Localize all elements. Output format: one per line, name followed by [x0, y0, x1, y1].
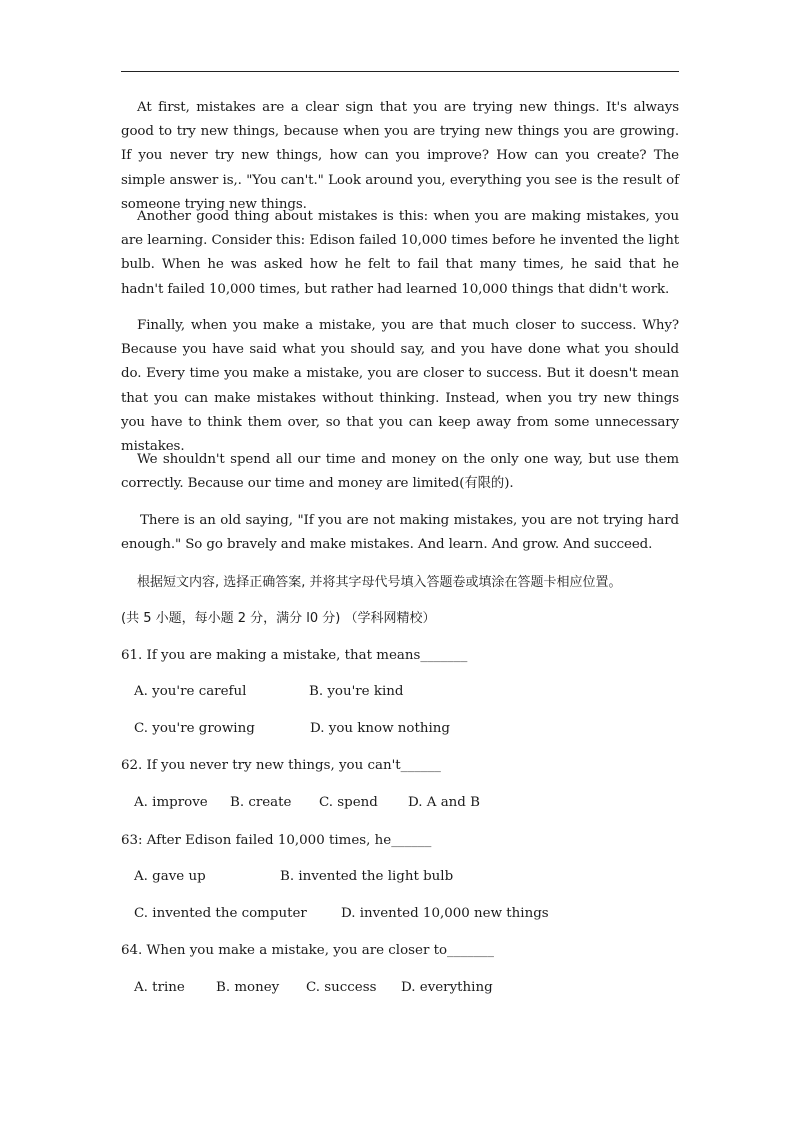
question-62-option-d[interactable]: D. A and B — [408, 795, 480, 810]
question-64-option-a[interactable]: A. trine — [134, 980, 185, 995]
question-64-option-b[interactable]: B. money — [216, 980, 280, 995]
paragraph-1: At first, mistakes are a clear sign that you are trying new things. It's always good to try new things, because when you are trying new things you are growing. If you never try new things, how can you improve? How can you create? The simple answer is,. "You can't." Look around you, everything you see is the result of someone trying new things. — [121, 100, 679, 212]
question-63-option-d[interactable]: D. invented 10,000 new things — [341, 906, 549, 921]
question-64-option-c[interactable]: C. success — [306, 980, 377, 995]
question-62-option-b[interactable]: B. create — [230, 795, 292, 810]
instruction-line-1: 根据短文内容, 选择正确答案, 并将其字母代号填入答题卷或填涂在答题卡相应位置。 — [137, 575, 622, 590]
question-63-stem: 63: After Edison failed 10,000 times, he______ — [121, 833, 432, 848]
question-61-option-a[interactable]: A. you're careful — [134, 684, 247, 699]
paragraph-5: There is an old saying, "If you are not making mistakes, you are not trying hard enough." So go bravely and make mistakes. And learn. And grow. And succeed. — [121, 513, 679, 553]
paragraph-3: Finally, when you make a mistake, you are that much closer to success. Why? Because you have said what you should say, and you have done what you should do. Every time you make a mistake, you are closer to success. But it doesn't mean that you can make mistakes without thinking. Instead, when you try new things you have to think them over, so that you can keep away from some unnecessary mistakes. — [121, 318, 679, 455]
question-61-option-b[interactable]: B. you're kind — [309, 684, 404, 699]
question-61-stem: 61. If you are making a mistake, that means_______ — [121, 648, 468, 663]
paragraph-2: Another good thing about mistakes is this: when you are making mistakes, you are learning. Consider this: Edison failed 10,000 times before he invented the light bulb. When he was asked how he felt to fail that many times, he said that he hadn't failed 10,000 times, but rather had learned 10,000 things that didn't work. — [121, 209, 679, 297]
question-62-option-c[interactable]: C. spend — [319, 795, 378, 810]
question-62-stem: 62. If you never try new things, you can't______ — [121, 758, 441, 773]
question-63-option-a[interactable]: A. gave up — [134, 869, 206, 884]
top-rule — [121, 71, 679, 72]
question-61-option-d[interactable]: D. you know nothing — [310, 721, 450, 736]
question-63-option-b[interactable]: B. invented the light bulb — [280, 869, 454, 884]
question-63-option-c[interactable]: C. invented the computer — [134, 906, 307, 921]
question-64-stem: 64. When you make a mistake, you are closer to_______ — [121, 943, 494, 958]
question-64-option-d[interactable]: D. everything — [401, 980, 493, 995]
question-62-option-a[interactable]: A. improve — [134, 795, 208, 810]
paragraph-4: We shouldn't spend all our time and money on the only one way, but use them correctly. Because our time and money are limited(有限的). — [121, 452, 679, 492]
instruction-line-2: (共 5 小题，每小题 2 分，满分 l0 分) （学科网精校） — [121, 611, 436, 626]
question-61-option-c[interactable]: C. you're growing — [134, 721, 255, 736]
